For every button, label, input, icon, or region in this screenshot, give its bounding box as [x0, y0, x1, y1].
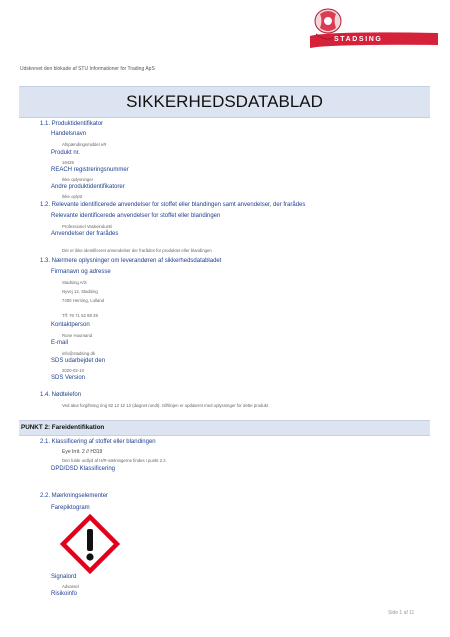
- risikoinfo-label: Risikoinfo: [51, 591, 78, 597]
- klassificering-value: Eye Irrit. 2 // H319: [62, 449, 103, 455]
- exclamation-mark-pictogram-icon: [60, 514, 120, 574]
- klassificering-note: Den fulde ordlyd af H/R-sætningerne findes i punkt 2.2.: [62, 458, 167, 463]
- reach-label: REACH registreringsnummer: [51, 167, 129, 173]
- firma-phone: Tlf: 76 71 52 88 39: [62, 313, 98, 318]
- sds-version-label: SDS Version: [51, 375, 86, 381]
- section-1-3-heading: 1.3. Nærmere oplysninger om leverandøren af sikkerhedsdatabladet: [40, 258, 222, 264]
- produktnr-value: 19425: [62, 160, 74, 165]
- stadsing-logo: [270, 6, 440, 52]
- firma-line-3: 7400 Herning, Lolland: [62, 298, 105, 303]
- logo-emblem-icon: [270, 6, 440, 52]
- sds-udarbejdet-value: 2020-02-10: [62, 368, 84, 373]
- andre-identifikatorer-label: Andre produktidentifikatorer: [51, 184, 125, 190]
- farepiktogram-label: Farepiktogram: [51, 505, 90, 511]
- signalord-label: Signalord: [51, 574, 77, 580]
- logo-text: STADSING: [334, 36, 383, 43]
- handelsnavn-label: Handelsnavn: [51, 131, 87, 137]
- produktnr-label: Produkt nr.: [51, 150, 81, 156]
- handelsnavn-value: Afspændingsmiddel eR: [62, 142, 107, 147]
- kontaktperson-label: Kontaktperson: [51, 322, 90, 328]
- page-number: Side 1 af 11: [388, 610, 415, 616]
- email-value[interactable]: info@stadsing.dk: [62, 351, 96, 356]
- kontaktperson-value: Rune Houmand: [62, 333, 93, 338]
- signalord-value: Advarsel: [62, 584, 79, 589]
- dpd-dsd-label: DPD/DSD Klassificering: [51, 466, 116, 472]
- firmanavn-label: Firmanavn og adresse: [51, 269, 111, 275]
- relevante-anvendelser-label: Relevante identificerede anvendelser for stoffet eller blandingen: [51, 213, 221, 219]
- document-title: SIKKERHEDSDATABLAD: [126, 92, 323, 111]
- reach-value: Ikke oplysninger: [62, 177, 94, 182]
- punkt-2-title: PUNKT 2: Fareidentifikation: [21, 424, 105, 431]
- fraraades-value: Der er ikke identificeret anvendelser der frarådes for produktet eller blandingen: [62, 248, 212, 253]
- print-info-line: Udskrevet den blokade af STU Informationer for Trading ApS: [20, 66, 155, 72]
- section-1-4-heading: 1.4. Nødtelefon: [40, 392, 82, 398]
- andre-identifikatorer-value: Ikke oplyst: [62, 194, 83, 199]
- noedtelefon-value: Ved akut forgiftning ring 82 12 12 12 (døgnet rundt). Giftlinjen er opdateret med oplysninger for dette produkt: [62, 403, 269, 408]
- punkt-2-banner: [19, 420, 430, 436]
- section-1-2-heading: 1.2. Relevante identificerede anvendelser for stoffet eller blandingen samt anvendelser, der frarådes: [40, 202, 306, 208]
- relevante-anvendelser-value: Professionel Vaskeindustri: [62, 224, 113, 229]
- section-1-1-heading: 1.1. Produktidentifikator: [40, 121, 104, 127]
- fraraades-label: Anvendelser der frarådes: [51, 231, 119, 237]
- section-2-1-heading: 2.1. Klassificering af stoffet eller blandingen: [40, 439, 156, 445]
- email-label: E-mail: [51, 340, 69, 346]
- firma-line-1: Stadsing A/S: [62, 280, 87, 285]
- firma-line-2: Nyvej 12, Stadsing: [62, 289, 98, 294]
- title-banner: [19, 86, 430, 118]
- section-2-2-heading: 2.2. Mærkningselementer: [40, 493, 109, 499]
- sds-udarbejdet-label: SDS udarbejdet den: [51, 358, 106, 364]
